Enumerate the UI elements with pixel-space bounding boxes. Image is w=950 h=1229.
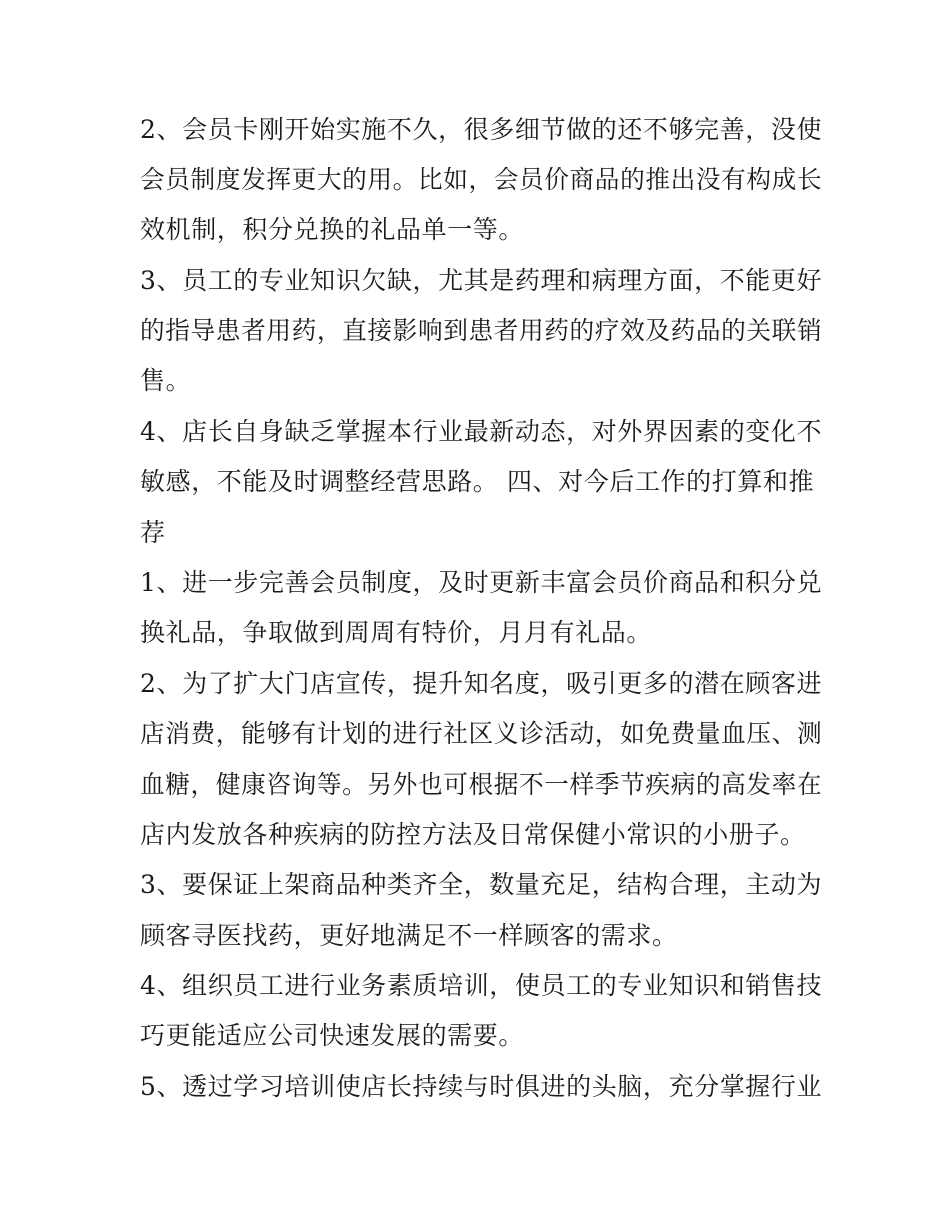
text-line: 3、员工的专业知识欠缺，尤其是药理和病理方面，不能更好 bbox=[140, 266, 823, 295]
text-line: 巧更能适应公司快速发展的需要。 bbox=[140, 1021, 525, 1050]
text-line: 敏感，不能及时调整经营思路。 四、对今后工作的打算和推 bbox=[140, 467, 815, 496]
text-line: 1、进一步完善会员制度，及时更新丰富会员价商品和积分兑 bbox=[140, 568, 823, 597]
text-line: 3、要保证上架商品种类齐全，数量充足，结构合理，主动为 bbox=[140, 870, 823, 899]
text-line: 的指导患者用药，直接影响到患者用药的疗效及药品的关联销 bbox=[140, 316, 823, 345]
text-line: 血糖，健康咨询等。另外也可根据不一样季节疾病的高发率在 bbox=[140, 770, 823, 799]
text-line: 2、会员卡刚开始实施不久，很多细节做的还不够完善，没使 bbox=[140, 115, 823, 144]
text-line: 换礼品，争取做到周周有特价，月月有礼品。 bbox=[140, 618, 653, 647]
text-line: 荐 bbox=[140, 518, 166, 547]
text-line: 会员制度发挥更大的用。比如，会员价商品的推出没有构成长 bbox=[140, 165, 823, 194]
text-line: 店消费，能够有计划的进行社区义诊活动，如免费量血压、测 bbox=[140, 719, 823, 748]
text-line: 2、为了扩大门店宣传，提升知名度，吸引更多的潜在顾客进 bbox=[140, 669, 823, 698]
text-line: 店内发放各种疾病的防控方法及日常保健小常识的小册子。 bbox=[140, 820, 806, 849]
text-line: 4、店长自身缺乏掌握本行业最新动态，对外界因素的变化不 bbox=[140, 417, 823, 446]
text-line: 顾客寻医找药，更好地满足不一样顾客的需求。 bbox=[140, 921, 678, 950]
text-line: 4、组织员工进行业务素质培训，使员工的专业知识和销售技 bbox=[140, 971, 823, 1000]
text-line: 售。 bbox=[140, 366, 192, 395]
text-line: 效机制，积分兑换的礼品单一等。 bbox=[140, 215, 525, 244]
text-line: 5、透过学习培训使店长持续与时俱进的头脑，充分掌握行业 bbox=[140, 1072, 823, 1101]
